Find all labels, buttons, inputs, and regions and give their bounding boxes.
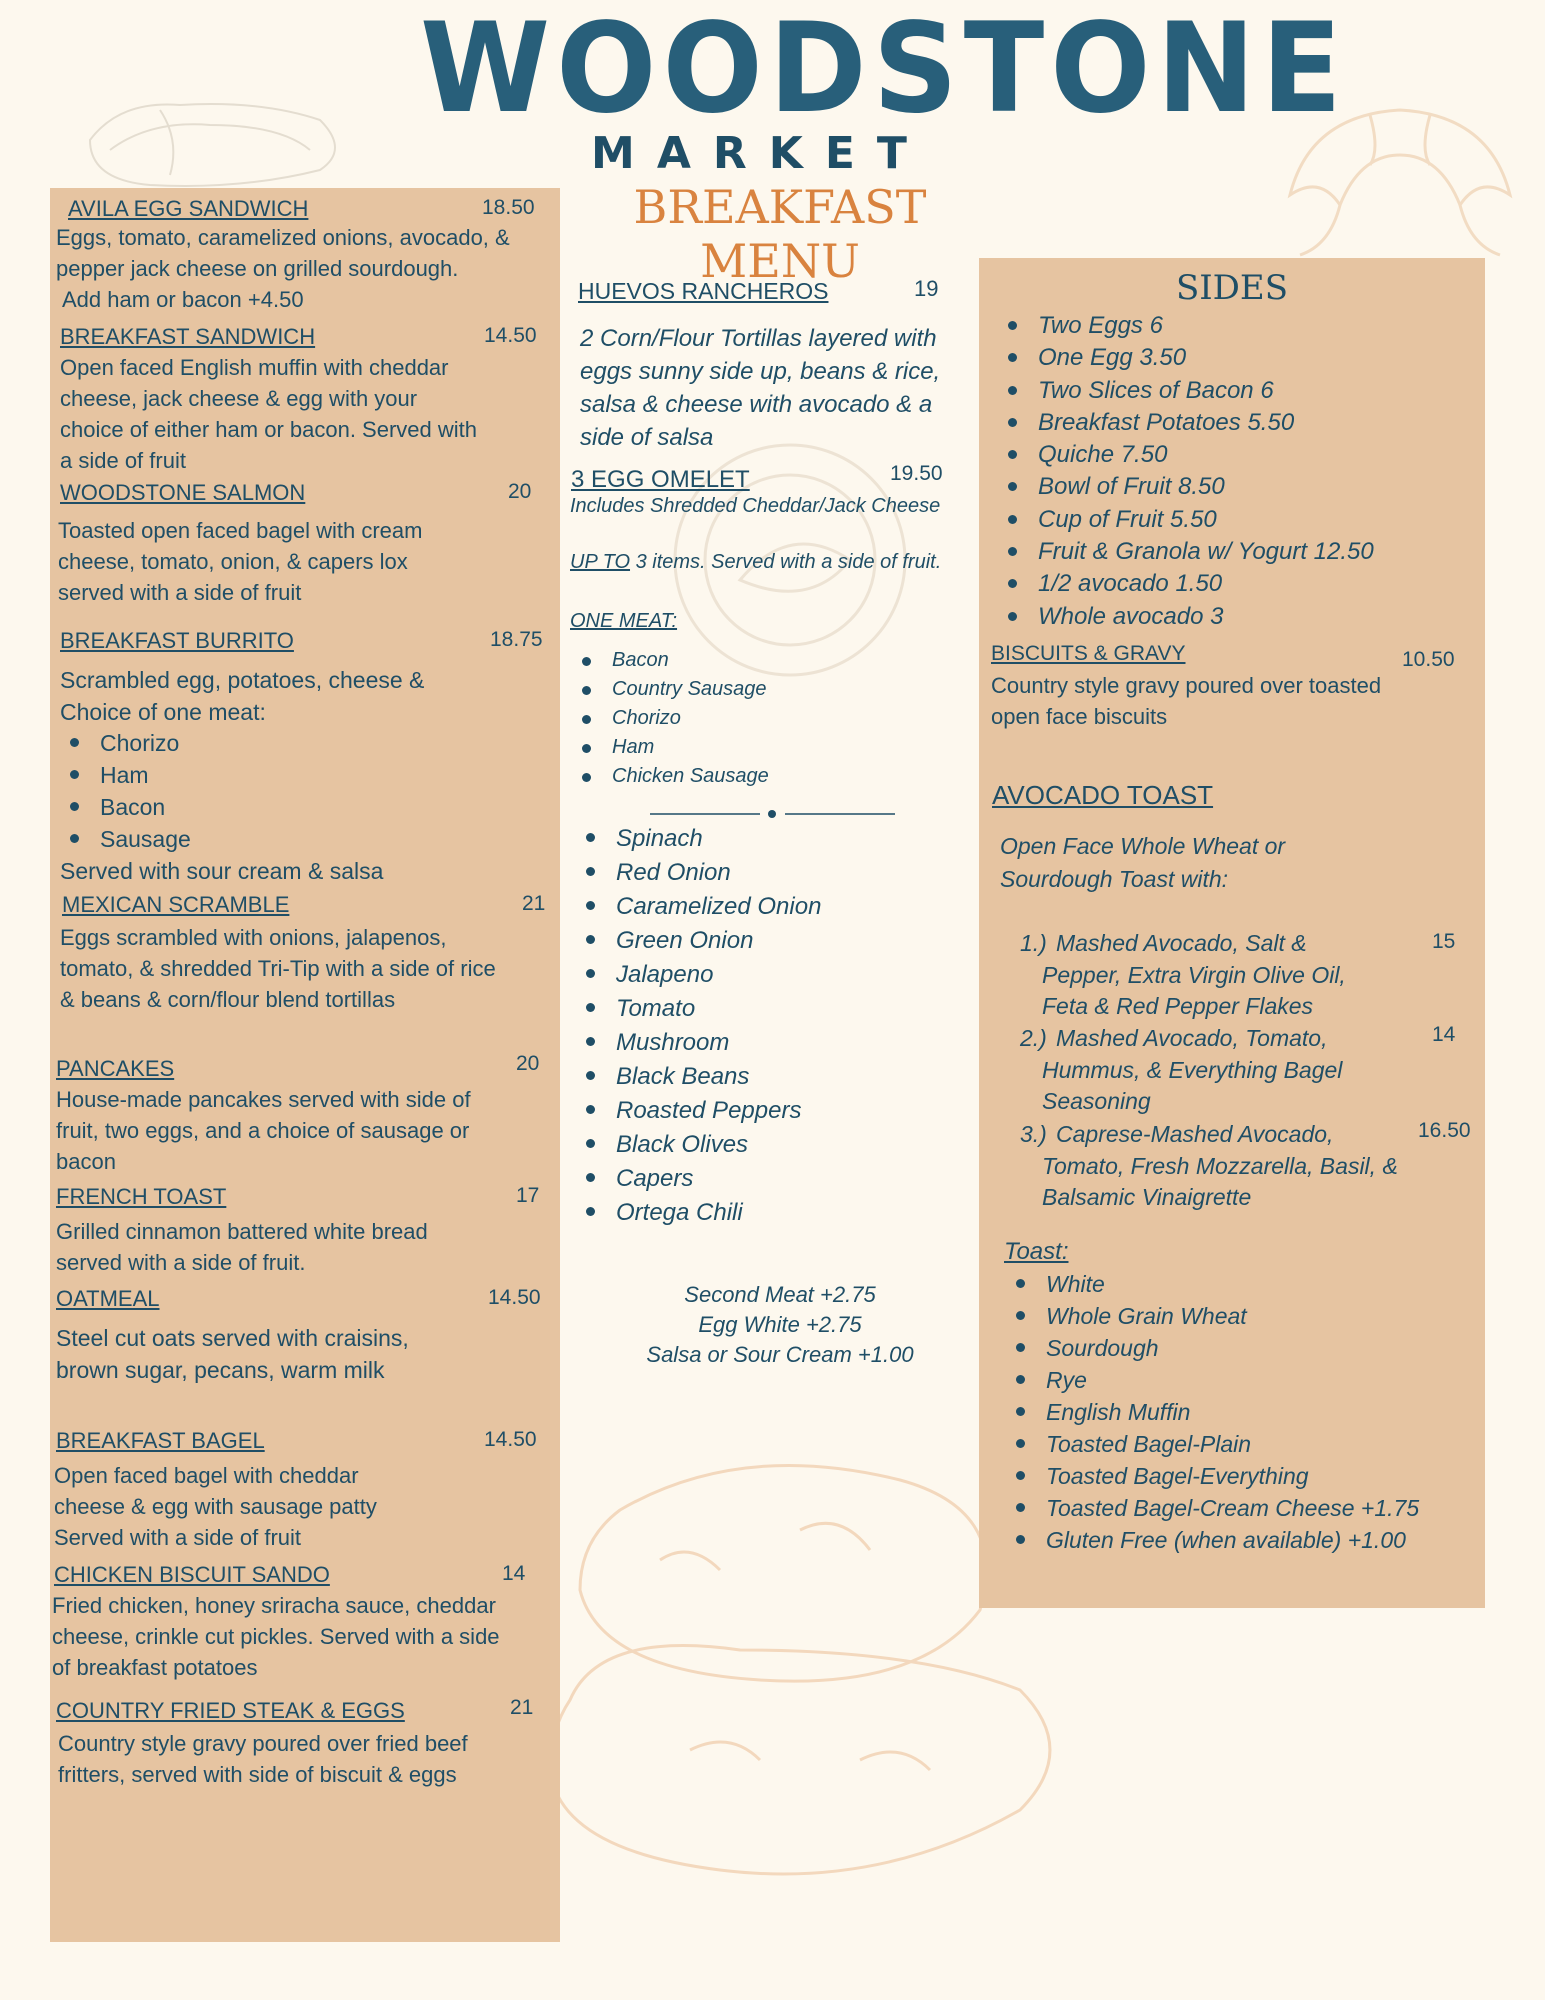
list-item: Black Beans: [574, 1060, 824, 1094]
list-item: Ham: [570, 733, 769, 762]
list-item: Bacon: [570, 646, 769, 675]
item-description: 2 Corn/Flour Tortillas layered with eggs sunny side up, beans & rice, salsa & cheese with avocado & a side of salsa: [580, 325, 941, 451]
avocado-option-text: Caprese-Mashed Avocado, Tomato, Fresh Mozzarella, Basil, & Balsamic Vinaigrette: [1042, 1121, 1398, 1210]
list-item: Toasted Bagel-Everything: [1004, 1460, 1444, 1492]
item-price: 14.50: [484, 1428, 537, 1451]
list-item: One Egg 3.50: [996, 342, 1466, 374]
items-note-text: 3 items. Served with a side of fruit.: [630, 551, 942, 573]
list-item: Bacon: [58, 791, 191, 823]
meat-options-list: [570, 646, 769, 791]
item-description: Fried chicken, honey sriracha sauce, cheddar cheese, crinkle cut pickles. Served with a side of breakfast potatoes: [52, 1593, 500, 1680]
list-item: Whole avocado 3: [996, 601, 1466, 633]
item-description: House-made pancakes served with side of fruit, two eggs, and a choice of sausage or bacon: [56, 1087, 471, 1174]
list-item: Black Olives: [574, 1128, 824, 1162]
list-item: Fruit & Granola w/ Yogurt 12.50: [996, 536, 1466, 568]
item-name: AVILA EGG SANDWICH: [68, 196, 309, 221]
list-item: Breakfast Potatoes 5.50: [996, 407, 1466, 439]
omelet-addons: [580, 1280, 980, 1370]
list-item: Capers: [574, 1162, 824, 1196]
item-price: 14: [1432, 1023, 1456, 1046]
list-item: Cup of Fruit 5.50: [996, 504, 1466, 536]
list-item: Chorizo: [570, 704, 769, 733]
list-item: Mushroom: [574, 1026, 824, 1060]
list-item: Jalapeno: [574, 958, 824, 992]
one-meat-label: ONE MEAT:: [570, 610, 678, 632]
option-number: 3.): [1020, 1121, 1047, 1147]
item-name: BREAKFAST SANDWICH: [60, 324, 316, 349]
item-price: 18.50: [482, 196, 535, 219]
item-price: 20: [516, 1052, 540, 1075]
list-item: Red Onion: [574, 856, 824, 890]
item-description: Open faced English muffin with cheddar cheese, jack cheese & egg with your choice of either ham or bacon. Served with a side of fruit: [60, 355, 478, 473]
list-item: Rye: [1004, 1364, 1444, 1396]
list-item: Green Onion: [574, 924, 824, 958]
list-item: Gluten Free (when available) +1.00: [1004, 1524, 1444, 1556]
list-item: Tomato: [574, 992, 824, 1026]
list-item: Whole Grain Wheat: [1004, 1300, 1444, 1332]
list-item: Sausage: [58, 823, 191, 855]
list-item: Chorizo: [58, 727, 191, 759]
sides-list: [996, 310, 1466, 633]
list-item: Two Slices of Bacon 6: [996, 375, 1466, 407]
item-price: 14.50: [488, 1286, 541, 1309]
item-description: Toasted open faced bagel with cream cheese, tomato, onion, & capers lox served with a side of fruit: [58, 518, 423, 605]
meat-options-list: [58, 727, 191, 855]
list-item: Bowl of Fruit 8.50: [996, 471, 1466, 503]
avocado-intro: Open Face Whole Wheat or Sourdough Toast with:: [1000, 833, 1286, 892]
up-to-label: UP TO: [570, 551, 631, 573]
item-price: 16.50: [1418, 1119, 1471, 1142]
list-item: Two Eggs 6: [996, 310, 1466, 342]
item-price: 17: [516, 1184, 540, 1207]
list-item: 1/2 avocado 1.50: [996, 568, 1466, 600]
brand-name: WOODSTONE: [420, 0, 1348, 141]
option-number: 2.): [1020, 1025, 1047, 1051]
item-name: MEXICAN SCRAMBLE: [62, 892, 290, 917]
toast-illustration: [60, 80, 360, 200]
veggie-options-list: [574, 822, 824, 1230]
item-name: BISCUITS & GRAVY: [991, 642, 1186, 665]
list-item: Sourdough: [1004, 1332, 1444, 1364]
list-item: Roasted Peppers: [574, 1094, 824, 1128]
item-description: Steel cut oats served with craisins, brown sugar, pecans, warm milk: [56, 1325, 409, 1383]
item-name: PANCAKES: [56, 1056, 175, 1081]
item-name: BREAKFAST BAGEL: [56, 1428, 265, 1453]
item-addon: Add ham or bacon +4.50: [62, 287, 304, 312]
list-item: Caramelized Onion: [574, 890, 824, 924]
list-item: White: [1004, 1268, 1444, 1300]
item-price: 21: [522, 892, 546, 915]
item-name: AVOCADO TOAST: [992, 780, 1214, 810]
toast-label: Toast:: [1004, 1238, 1069, 1265]
addon-line: Second Meat +2.75: [684, 1282, 876, 1307]
item-price: 14: [502, 1562, 526, 1585]
menu-title: BREAKFAST MENU: [633, 180, 927, 288]
item-description: Country style gravy poured over fried beef fritters, served with side of biscuit & eggs: [58, 1731, 468, 1787]
item-price: 15: [1432, 930, 1456, 953]
item-description: Country style gravy poured over toasted open face biscuits: [991, 673, 1382, 729]
item-description: Eggs, tomato, caramelized onions, avocado, & pepper jack cheese on grilled sourdough.: [56, 225, 510, 281]
avocado-option-text: Mashed Avocado, Salt & Pepper, Extra Virgin Olive Oil, Feta & Red Pepper Flakes: [1042, 930, 1346, 1019]
list-item: Ortega Chili: [574, 1196, 824, 1230]
item-name: BREAKFAST BURRITO: [60, 628, 294, 653]
option-number: 1.): [1020, 930, 1047, 956]
item-addon: Served with sour cream & salsa: [60, 858, 384, 884]
sides-title: SIDES: [1175, 268, 1289, 308]
brand-subtitle: MARKET: [591, 128, 929, 179]
list-item: Toasted Bagel-Plain: [1004, 1428, 1444, 1460]
toast-options-list: [1004, 1268, 1444, 1556]
item-description: Scrambled egg, potatoes, cheese & Choice of one meat:: [60, 667, 425, 725]
item-name: COUNTRY FRIED STEAK & EGGS: [56, 1698, 405, 1723]
list-item: Quiche 7.50: [996, 439, 1466, 471]
item-price: 20: [508, 480, 532, 503]
item-description: Eggs scrambled with onions, jalapenos, tomato, & shredded Tri-Tip with a side of rice & beans & corn/flour blend tortillas: [60, 925, 496, 1012]
item-description: Grilled cinnamon battered white bread served with a side of fruit.: [56, 1219, 428, 1275]
addon-line: Egg White +2.75: [698, 1312, 862, 1337]
item-name: CHICKEN BISCUIT SANDO: [54, 1562, 330, 1587]
omelet-items-note: [570, 548, 960, 576]
list-item: Toasted Bagel-Cream Cheese +1.75: [1004, 1492, 1444, 1524]
item-name: FRENCH TOAST: [56, 1184, 227, 1209]
item-price: 10.50: [1402, 648, 1455, 671]
list-item: Ham: [58, 759, 191, 791]
list-item: Spinach: [574, 822, 824, 856]
item-price: 19.50: [890, 462, 943, 485]
item-name: OATMEAL: [56, 1286, 160, 1311]
item-name: WOODSTONE SALMON: [60, 480, 306, 505]
ornamental-divider: [650, 806, 895, 822]
item-price: 14.50: [484, 324, 537, 347]
item-price: 21: [510, 1696, 534, 1719]
item-description: Open faced bagel with cheddar cheese & egg with sausage patty Served with a side of fruit: [54, 1463, 377, 1550]
item-price: 19: [914, 276, 939, 301]
item-price: 18.75: [490, 628, 543, 651]
list-item: Chicken Sausage: [570, 762, 769, 791]
item-name: HUEVOS RANCHEROS: [578, 278, 829, 304]
list-item: English Muffin: [1004, 1396, 1444, 1428]
list-item: Country Sausage: [570, 675, 769, 704]
item-name: 3 EGG OMELET: [571, 466, 750, 493]
addon-line: Salsa or Sour Cream +1.00: [646, 1342, 914, 1367]
avocado-option-text: Mashed Avocado, Tomato, Hummus, & Everything Bagel Seasoning: [1042, 1025, 1343, 1114]
omelet-includes: Includes Shredded Cheddar/Jack Cheese: [570, 495, 941, 517]
